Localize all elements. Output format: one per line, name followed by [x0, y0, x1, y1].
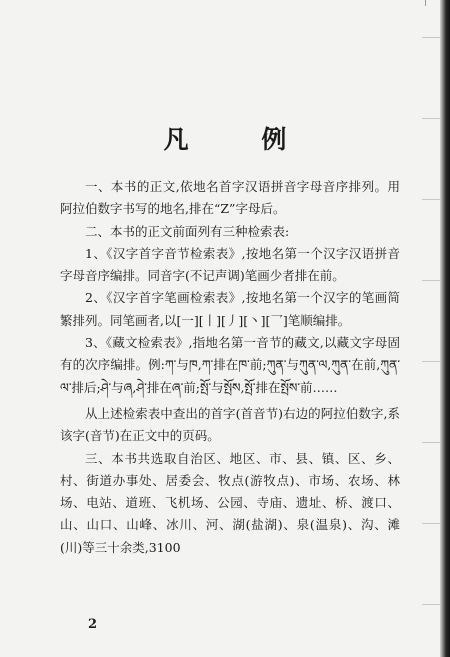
paragraph-3: 1、《汉字首字音节检索表》,按地名第一个汉字汉语拼音字母音序编排。同音字(不记声调)笔画少者排在前。	[60, 245, 400, 284]
page-number: 2	[88, 617, 98, 632]
body-text	[60, 176, 400, 559]
scan-edge-shadow	[440, 0, 450, 657]
page-title: 凡 例	[163, 125, 319, 154]
paragraph-2: 二、本书的正文前面列有三种检索表:	[85, 223, 290, 239]
paragraph-5: 3、《藏文检索表》,指地名第一音节的藏文,以藏文字母固有的次序编排。例:ཀ་与ཁ,ཀ་排在ཁ་前;ཀུན་与ཀུན་ལ,ཀུན་在前,ཀུན་ལ་排后;ཤེ་与ཞ,ཤེ་排在ཞ་前;སྤོ་与སྤོས,སྤོ་排在སྤོས་前……	[60, 335, 400, 395]
paragraph-6: 从上述检索表中查出的首字(首音节)右边的阿拉伯数字,系该字(音节)在正文中的页码。	[60, 405, 400, 444]
paragraph-1: 一、本书的正文,依地名首字汉语拼音字母音序排列。用阿拉伯数字书写的地名,排在“Z”字母后。	[60, 179, 400, 217]
scan-specks	[422, 0, 440, 657]
paragraph-4: 2、《汉字首字笔画检索表》,按地名第一个汉字的笔画简繁排列。同笔画者,以[一][丨][丿][丶][乛]笔顺编排。	[60, 290, 400, 328]
paragraph-7: 三、本书共选取自治区、地区、市、县、镇、区、乡、村、街道办事处、居委会、牧点(游牧点)、市场、农场、林场、电站、道班、飞机场、公园、寺庙、遗址、桥、渡口、山、山口、山峰、冰川、河、湖(盐湖)、泉(温泉)、沟、滩(川)等三十余类,3100	[60, 450, 400, 555]
